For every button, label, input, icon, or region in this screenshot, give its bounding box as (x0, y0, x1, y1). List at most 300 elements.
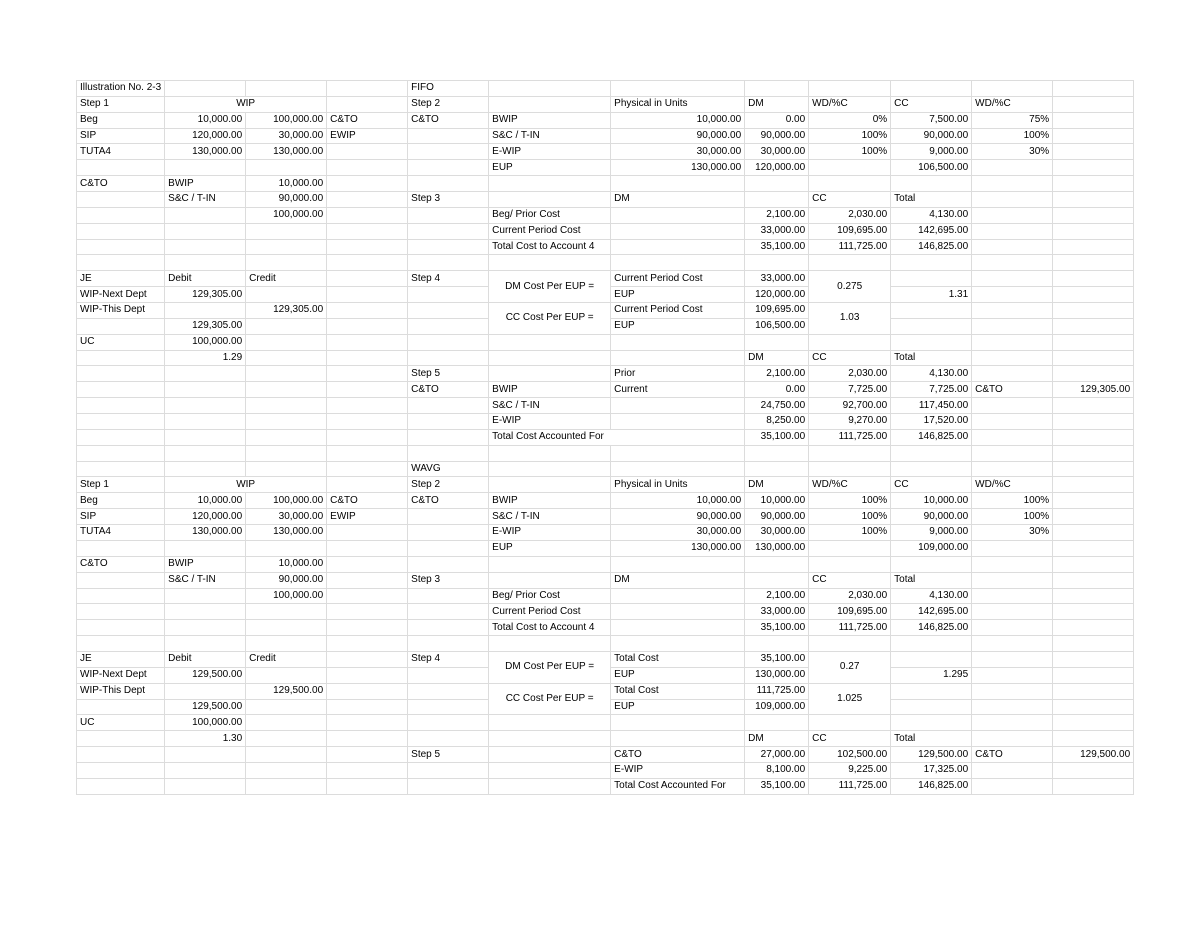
sheet-cell[interactable] (611, 176, 745, 192)
sheet-cell[interactable]: 0.00 (745, 382, 809, 398)
sheet-cell[interactable] (1053, 493, 1134, 509)
sheet-cell[interactable] (408, 207, 489, 223)
sheet-cell[interactable] (246, 81, 327, 97)
sheet-cell[interactable] (489, 636, 611, 652)
sheet-cell[interactable] (165, 160, 246, 176)
sheet-cell[interactable] (611, 588, 745, 604)
sheet-cell[interactable] (246, 223, 327, 239)
sheet-cell[interactable] (611, 715, 745, 731)
sheet-cell[interactable] (77, 747, 165, 763)
sheet-cell[interactable]: Total Cost to Account 4 (489, 239, 611, 255)
sheet-cell[interactable] (77, 762, 165, 778)
sheet-cell[interactable] (972, 239, 1053, 255)
sheet-cell[interactable]: 9,225.00 (809, 762, 891, 778)
sheet-cell[interactable] (327, 604, 408, 620)
sheet-cell[interactable] (327, 334, 408, 350)
sheet-cell[interactable]: 10,000.00 (745, 493, 809, 509)
sheet-cell[interactable]: BWIP (489, 493, 611, 509)
sheet-cell[interactable]: 130,000.00 (165, 525, 246, 541)
sheet-cell[interactable] (165, 747, 246, 763)
sheet-cell[interactable] (327, 144, 408, 160)
sheet-cell[interactable]: 129,500.00 (891, 747, 972, 763)
sheet-cell[interactable] (77, 461, 165, 477)
sheet-cell[interactable] (972, 588, 1053, 604)
sheet-cell[interactable]: C&TO (77, 176, 165, 192)
sheet-cell[interactable] (611, 207, 745, 223)
sheet-cell[interactable]: Step 4 (408, 651, 489, 667)
sheet-cell[interactable]: Total Cost (611, 683, 745, 699)
sheet-cell[interactable] (408, 398, 489, 414)
sheet-cell[interactable]: 30% (972, 144, 1053, 160)
sheet-cell[interactable]: 10,000.00 (165, 493, 246, 509)
sheet-cell[interactable] (611, 223, 745, 239)
sheet-cell[interactable] (611, 334, 745, 350)
sheet-cell[interactable]: 100,000.00 (246, 112, 327, 128)
sheet-cell[interactable] (891, 271, 972, 287)
sheet-cell[interactable] (327, 271, 408, 287)
sheet-cell[interactable] (77, 636, 165, 652)
sheet-cell[interactable]: TUTA4 (77, 144, 165, 160)
sheet-cell[interactable]: EUP (489, 540, 611, 556)
sheet-cell[interactable]: 100% (809, 509, 891, 525)
sheet-cell[interactable]: WIP (165, 477, 327, 493)
sheet-cell[interactable]: WD/%C (972, 477, 1053, 493)
sheet-cell[interactable] (1053, 192, 1134, 208)
sheet-cell[interactable] (77, 239, 165, 255)
sheet-cell[interactable] (891, 176, 972, 192)
sheet-cell[interactable] (246, 604, 327, 620)
sheet-cell[interactable] (246, 160, 327, 176)
sheet-cell[interactable]: Beg/ Prior Cost (489, 588, 611, 604)
sheet-cell[interactable] (489, 334, 611, 350)
sheet-cell[interactable] (408, 699, 489, 715)
sheet-cell[interactable]: 146,825.00 (891, 429, 972, 445)
sheet-cell[interactable] (1053, 176, 1134, 192)
sheet-cell[interactable]: 90,000.00 (246, 192, 327, 208)
sheet-cell[interactable] (972, 636, 1053, 652)
sheet-cell[interactable]: 106,500.00 (891, 160, 972, 176)
sheet-cell[interactable] (891, 699, 972, 715)
sheet-cell[interactable] (246, 540, 327, 556)
sheet-cell[interactable]: SIP (77, 509, 165, 525)
sheet-cell[interactable] (327, 636, 408, 652)
sheet-cell[interactable] (246, 715, 327, 731)
sheet-cell[interactable] (611, 731, 745, 747)
sheet-cell[interactable]: Prior (611, 366, 745, 382)
sheet-cell[interactable] (246, 699, 327, 715)
sheet-cell[interactable]: EUP (611, 667, 745, 683)
sheet-cell[interactable]: 90,000.00 (745, 509, 809, 525)
sheet-cell[interactable] (408, 556, 489, 572)
sheet-cell[interactable]: C&TO (408, 112, 489, 128)
sheet-cell[interactable]: 17,520.00 (891, 414, 972, 430)
sheet-cell[interactable]: 100,000.00 (246, 493, 327, 509)
sheet-cell[interactable]: 2,030.00 (809, 366, 891, 382)
sheet-cell[interactable]: 30,000.00 (745, 525, 809, 541)
sheet-cell[interactable]: 129,305.00 (246, 303, 327, 319)
sheet-cell[interactable] (611, 620, 745, 636)
sheet-cell[interactable]: 109,695.00 (809, 223, 891, 239)
sheet-cell[interactable]: C&TO (327, 112, 408, 128)
sheet-cell[interactable]: 146,825.00 (891, 620, 972, 636)
sheet-cell[interactable] (246, 731, 327, 747)
sheet-cell[interactable] (1053, 509, 1134, 525)
sheet-cell[interactable]: 100% (972, 493, 1053, 509)
sheet-cell[interactable]: Current Period Cost (611, 303, 745, 319)
sheet-cell[interactable] (408, 445, 489, 461)
sheet-cell[interactable]: JE (77, 651, 165, 667)
sheet-cell[interactable]: 130,000.00 (165, 144, 246, 160)
sheet-cell[interactable]: CC (809, 192, 891, 208)
sheet-cell[interactable] (489, 96, 611, 112)
sheet-cell[interactable] (165, 540, 246, 556)
sheet-cell[interactable] (327, 96, 408, 112)
sheet-cell[interactable]: 90,000.00 (891, 509, 972, 525)
sheet-cell[interactable] (489, 192, 611, 208)
sheet-cell[interactable] (77, 255, 165, 271)
sheet-cell[interactable] (611, 239, 745, 255)
sheet-cell[interactable]: CC Cost Per EUP = (489, 683, 611, 715)
sheet-cell[interactable] (809, 445, 891, 461)
sheet-cell[interactable]: 10,000.00 (246, 176, 327, 192)
sheet-cell[interactable] (972, 81, 1053, 97)
sheet-cell[interactable]: EUP (611, 699, 745, 715)
sheet-cell[interactable] (408, 525, 489, 541)
sheet-cell[interactable] (489, 176, 611, 192)
sheet-cell[interactable]: 1.31 (891, 287, 972, 303)
sheet-cell[interactable] (77, 699, 165, 715)
sheet-cell[interactable] (408, 160, 489, 176)
sheet-cell[interactable]: DM (745, 477, 809, 493)
sheet-cell[interactable] (77, 223, 165, 239)
sheet-cell[interactable] (408, 715, 489, 731)
sheet-cell[interactable]: C&TO (611, 747, 745, 763)
sheet-cell[interactable] (77, 318, 165, 334)
sheet-cell[interactable] (489, 731, 611, 747)
sheet-cell[interactable] (408, 318, 489, 334)
sheet-cell[interactable] (327, 556, 408, 572)
sheet-cell[interactable]: Beg (77, 493, 165, 509)
sheet-cell[interactable]: 4,130.00 (891, 366, 972, 382)
sheet-cell[interactable] (611, 461, 745, 477)
sheet-cell[interactable]: Credit (246, 271, 327, 287)
sheet-cell[interactable] (327, 572, 408, 588)
sheet-cell[interactable] (809, 461, 891, 477)
sheet-cell[interactable]: BWIP (165, 556, 246, 572)
sheet-cell[interactable]: S&C / T-IN (165, 192, 246, 208)
sheet-cell[interactable]: TUTA4 (77, 525, 165, 541)
sheet-cell[interactable] (1053, 461, 1134, 477)
sheet-cell[interactable]: 10,000.00 (891, 493, 972, 509)
sheet-cell[interactable] (972, 731, 1053, 747)
sheet-cell[interactable]: 30,000.00 (611, 144, 745, 160)
sheet-cell[interactable] (77, 620, 165, 636)
sheet-cell[interactable]: 33,000.00 (745, 223, 809, 239)
sheet-cell[interactable]: Total Cost (611, 651, 745, 667)
sheet-cell[interactable] (246, 445, 327, 461)
sheet-cell[interactable] (165, 382, 246, 398)
sheet-cell[interactable]: 92,700.00 (809, 398, 891, 414)
sheet-cell[interactable] (972, 651, 1053, 667)
sheet-cell[interactable] (327, 81, 408, 97)
sheet-cell[interactable]: Step 2 (408, 96, 489, 112)
sheet-cell[interactable]: 30% (972, 525, 1053, 541)
sheet-cell[interactable] (1053, 414, 1134, 430)
sheet-cell[interactable]: 2,100.00 (745, 207, 809, 223)
sheet-cell[interactable]: 100% (809, 493, 891, 509)
sheet-cell[interactable]: Total (891, 572, 972, 588)
sheet-cell[interactable] (165, 429, 246, 445)
sheet-cell[interactable]: CC (891, 96, 972, 112)
sheet-cell[interactable]: 10,000.00 (611, 493, 745, 509)
sheet-cell[interactable] (972, 303, 1053, 319)
sheet-cell[interactable]: UC (77, 715, 165, 731)
sheet-cell[interactable] (165, 366, 246, 382)
sheet-cell[interactable]: 2,100.00 (745, 588, 809, 604)
sheet-cell[interactable] (246, 334, 327, 350)
sheet-cell[interactable] (972, 699, 1053, 715)
sheet-cell[interactable] (77, 540, 165, 556)
sheet-cell[interactable] (1053, 604, 1134, 620)
sheet-cell[interactable] (327, 176, 408, 192)
sheet-cell[interactable] (745, 255, 809, 271)
sheet-cell[interactable] (327, 588, 408, 604)
sheet-cell[interactable] (745, 461, 809, 477)
sheet-cell[interactable] (972, 334, 1053, 350)
sheet-cell[interactable]: 4,130.00 (891, 588, 972, 604)
sheet-cell[interactable] (246, 620, 327, 636)
sheet-cell[interactable]: EUP (611, 318, 745, 334)
sheet-cell[interactable] (972, 176, 1053, 192)
sheet-cell[interactable] (77, 778, 165, 794)
sheet-cell[interactable] (77, 731, 165, 747)
sheet-cell[interactable] (327, 525, 408, 541)
sheet-cell[interactable] (745, 445, 809, 461)
sheet-cell[interactable] (891, 461, 972, 477)
sheet-cell[interactable] (611, 255, 745, 271)
sheet-cell[interactable] (77, 382, 165, 398)
sheet-cell[interactable]: 9,000.00 (891, 144, 972, 160)
sheet-cell[interactable] (972, 683, 1053, 699)
sheet-cell[interactable]: BWIP (165, 176, 246, 192)
sheet-cell[interactable]: DM (745, 731, 809, 747)
sheet-cell[interactable]: C&TO (77, 556, 165, 572)
sheet-cell[interactable] (77, 366, 165, 382)
sheet-cell[interactable] (1053, 287, 1134, 303)
sheet-cell[interactable]: 90,000.00 (745, 128, 809, 144)
sheet-cell[interactable]: 100,000.00 (165, 334, 246, 350)
sheet-cell[interactable]: 100% (972, 509, 1053, 525)
sheet-cell[interactable] (972, 398, 1053, 414)
sheet-cell[interactable] (327, 683, 408, 699)
sheet-cell[interactable] (165, 762, 246, 778)
sheet-cell[interactable] (1053, 429, 1134, 445)
sheet-cell[interactable] (745, 572, 809, 588)
sheet-cell[interactable]: WD/%C (972, 96, 1053, 112)
sheet-cell[interactable]: Physical in Units (611, 96, 745, 112)
sheet-cell[interactable]: 2,030.00 (809, 207, 891, 223)
sheet-cell[interactable] (408, 604, 489, 620)
sheet-cell[interactable]: WIP-This Dept (77, 303, 165, 319)
sheet-cell[interactable] (1053, 398, 1134, 414)
sheet-cell[interactable] (408, 144, 489, 160)
sheet-cell[interactable] (745, 636, 809, 652)
sheet-cell[interactable] (611, 350, 745, 366)
sheet-cell[interactable] (1053, 445, 1134, 461)
sheet-cell[interactable] (1053, 620, 1134, 636)
sheet-cell[interactable]: DM Cost Per EUP = (489, 651, 611, 683)
sheet-cell[interactable] (1053, 715, 1134, 731)
sheet-cell[interactable] (809, 160, 891, 176)
sheet-cell[interactable] (165, 239, 246, 255)
sheet-cell[interactable]: 8,250.00 (745, 414, 809, 430)
sheet-cell[interactable] (165, 81, 246, 97)
sheet-cell[interactable]: Total (891, 350, 972, 366)
sheet-cell[interactable] (408, 683, 489, 699)
sheet-cell[interactable] (891, 255, 972, 271)
sheet-cell[interactable]: 1.025 (809, 683, 891, 715)
sheet-cell[interactable] (246, 350, 327, 366)
sheet-cell[interactable] (327, 667, 408, 683)
sheet-cell[interactable] (489, 255, 611, 271)
sheet-cell[interactable] (489, 477, 611, 493)
sheet-cell[interactable] (1053, 223, 1134, 239)
sheet-cell[interactable]: 100% (809, 128, 891, 144)
sheet-cell[interactable] (611, 81, 745, 97)
sheet-cell[interactable] (77, 192, 165, 208)
sheet-cell[interactable]: Step 3 (408, 572, 489, 588)
sheet-cell[interactable]: E-WIP (611, 762, 745, 778)
sheet-cell[interactable] (611, 604, 745, 620)
sheet-cell[interactable] (611, 445, 745, 461)
sheet-cell[interactable]: Beg/ Prior Cost (489, 207, 611, 223)
sheet-cell[interactable]: 129,500.00 (165, 699, 246, 715)
sheet-cell[interactable]: Total Cost Accounted For (489, 429, 745, 445)
sheet-cell[interactable] (327, 747, 408, 763)
sheet-cell[interactable]: C&TO (972, 382, 1053, 398)
sheet-cell[interactable]: 30,000.00 (745, 144, 809, 160)
sheet-cell[interactable] (489, 81, 611, 97)
sheet-cell[interactable] (972, 287, 1053, 303)
sheet-cell[interactable] (611, 556, 745, 572)
sheet-cell[interactable]: 2,100.00 (745, 366, 809, 382)
sheet-cell[interactable]: WIP-Next Dept (77, 287, 165, 303)
sheet-cell[interactable] (1053, 699, 1134, 715)
sheet-cell[interactable] (408, 509, 489, 525)
sheet-cell[interactable] (165, 223, 246, 239)
sheet-cell[interactable] (1053, 271, 1134, 287)
sheet-cell[interactable]: 100,000.00 (165, 715, 246, 731)
sheet-cell[interactable]: 109,695.00 (745, 303, 809, 319)
sheet-cell[interactable] (972, 429, 1053, 445)
sheet-cell[interactable] (408, 303, 489, 319)
sheet-cell[interactable] (327, 445, 408, 461)
sheet-cell[interactable] (891, 81, 972, 97)
sheet-cell[interactable]: EUP (489, 160, 611, 176)
sheet-cell[interactable] (1053, 303, 1134, 319)
sheet-cell[interactable]: Total (891, 192, 972, 208)
sheet-cell[interactable]: 0% (809, 112, 891, 128)
sheet-cell[interactable]: 130,000.00 (246, 144, 327, 160)
sheet-cell[interactable] (327, 461, 408, 477)
sheet-cell[interactable] (489, 747, 611, 763)
sheet-cell[interactable] (77, 572, 165, 588)
sheet-cell[interactable] (327, 651, 408, 667)
sheet-cell[interactable] (972, 271, 1053, 287)
sheet-cell[interactable] (327, 382, 408, 398)
sheet-cell[interactable]: 111,725.00 (809, 778, 891, 794)
sheet-cell[interactable] (327, 731, 408, 747)
sheet-cell[interactable] (327, 255, 408, 271)
sheet-cell[interactable]: FIFO (408, 81, 489, 97)
sheet-cell[interactable]: 142,695.00 (891, 604, 972, 620)
sheet-cell[interactable]: 111,725.00 (809, 620, 891, 636)
sheet-cell[interactable]: 130,000.00 (611, 540, 745, 556)
sheet-cell[interactable] (1053, 762, 1134, 778)
sheet-cell[interactable]: 90,000.00 (891, 128, 972, 144)
sheet-cell[interactable] (408, 334, 489, 350)
sheet-cell[interactable]: 129,305.00 (1053, 382, 1134, 398)
sheet-cell[interactable]: CC (809, 731, 891, 747)
sheet-cell[interactable] (1053, 572, 1134, 588)
sheet-cell[interactable]: 129,305.00 (165, 318, 246, 334)
sheet-cell[interactable] (77, 429, 165, 445)
sheet-cell[interactable] (489, 556, 611, 572)
sheet-cell[interactable]: DM Cost Per EUP = (489, 271, 611, 303)
sheet-cell[interactable] (77, 588, 165, 604)
sheet-cell[interactable]: 129,305.00 (165, 287, 246, 303)
sheet-cell[interactable] (972, 223, 1053, 239)
sheet-cell[interactable] (972, 160, 1053, 176)
sheet-cell[interactable] (246, 414, 327, 430)
sheet-cell[interactable] (972, 350, 1053, 366)
sheet-cell[interactable]: Debit (165, 651, 246, 667)
sheet-cell[interactable] (408, 176, 489, 192)
sheet-cell[interactable] (1053, 160, 1134, 176)
sheet-cell[interactable] (745, 334, 809, 350)
sheet-cell[interactable]: BWIP (489, 112, 611, 128)
sheet-cell[interactable] (327, 715, 408, 731)
sheet-cell[interactable] (165, 683, 246, 699)
sheet-cell[interactable] (1053, 255, 1134, 271)
sheet-cell[interactable]: 7,500.00 (891, 112, 972, 128)
sheet-cell[interactable]: 2,030.00 (809, 588, 891, 604)
sheet-cell[interactable]: WIP-This Dept (77, 683, 165, 699)
sheet-cell[interactable]: Total (891, 731, 972, 747)
sheet-cell[interactable]: 1.295 (891, 667, 972, 683)
sheet-cell[interactable] (1053, 350, 1134, 366)
sheet-cell[interactable]: 7,725.00 (891, 382, 972, 398)
sheet-cell[interactable] (327, 350, 408, 366)
sheet-cell[interactable] (327, 398, 408, 414)
sheet-cell[interactable] (408, 414, 489, 430)
sheet-cell[interactable]: C&TO (408, 493, 489, 509)
sheet-cell[interactable]: E-WIP (489, 144, 611, 160)
sheet-cell[interactable]: 100% (972, 128, 1053, 144)
sheet-cell[interactable]: C&TO (408, 382, 489, 398)
sheet-cell[interactable] (327, 160, 408, 176)
sheet-cell[interactable]: 1.03 (809, 303, 891, 335)
sheet-cell[interactable]: 129,500.00 (1053, 747, 1134, 763)
sheet-cell[interactable] (165, 414, 246, 430)
sheet-cell[interactable] (327, 223, 408, 239)
sheet-cell[interactable]: DM (611, 572, 745, 588)
sheet-cell[interactable]: WD/%C (809, 96, 891, 112)
sheet-cell[interactable]: Step 5 (408, 366, 489, 382)
sheet-cell[interactable]: 10,000.00 (611, 112, 745, 128)
sheet-cell[interactable] (745, 556, 809, 572)
sheet-cell[interactable] (327, 366, 408, 382)
